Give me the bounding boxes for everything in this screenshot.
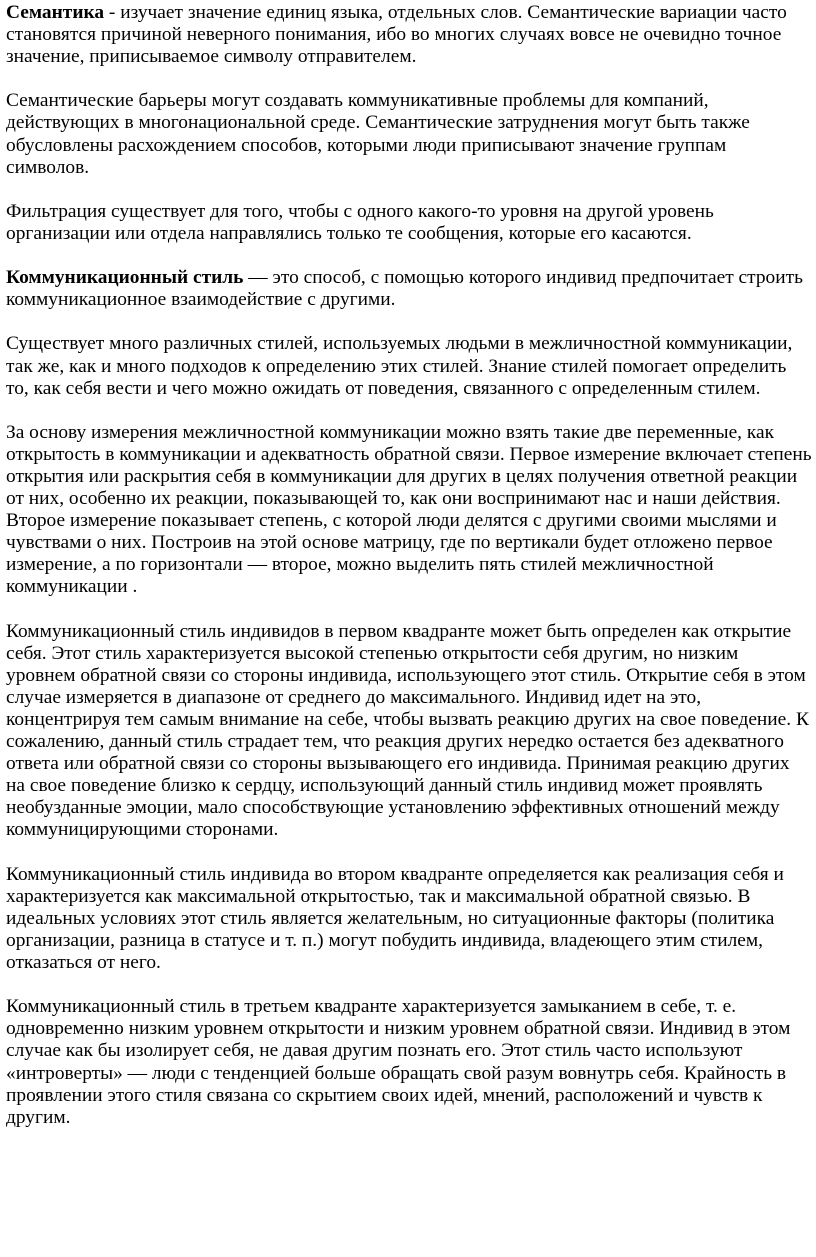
paragraph-second-quadrant (6, 864, 812, 974)
paragraph-text: За основу измерения межличностной коммуникации можно взять такие две переменные, как открытость в коммуникации и адекватность обратной связи. Первое измерение включает степень открытия или раскрытия себя в коммуникации для других в целях получения ответной реакции от них, особенно их реакции, показывающей то, как они воспринимают нас и наши действия. Второе измерение показывает степень, с которой люди делятся с другими своими мыслями и чувствами о них. Построив на этой основе матрицу, где по вертикали будет отложено первое измерение, а по горизонтали — второе, можно выделить пять стилей межличностной коммуникации . (6, 421, 812, 598)
paragraph-semantic-barriers (6, 90, 812, 178)
paragraph-text: Коммуникационный стиль индивида во втором квадранте определяется как реализация себя и характеризуется как максимальной открытостью, так и максимальной обратной связью. В идеальных условиях этот стиль является желательным, но ситуационные факторы (политика организации, разница в статусе и т. п.) могут побудить индивида, владеющего этим стилем, отказаться от него. (6, 863, 784, 974)
document-page (6, 2, 812, 1151)
paragraph-communication-style (6, 267, 812, 311)
paragraph-third-quadrant (6, 996, 812, 1129)
paragraph-text: Фильтрация существует для того, чтобы с одного какого-то уровня на другой уровень организации или отдела направлялись только те сообщения, которые его касаются. (6, 200, 714, 244)
term-semantics: Семантика (6, 2, 105, 23)
paragraph-text: — это способ, с помощью которого индивид предпочитает строить коммуникационное взаимодействие с другими. (6, 267, 803, 311)
paragraph-many-styles (6, 333, 812, 399)
paragraph-text: Коммуникационный стиль в третьем квадранте характеризуется замыканием в себе, т. е. одновременно низким уровнем открытости и низким уровнем обратной связи. Индивид в этом случае как бы изолирует себя, не давая другим познать его. Этот стиль часто используют «интроверты» — люди с тенденцией больше обращать свой разум вовнутрь себя. Крайность в проявлении этого стиля связана со скрытием своих идей, мнений, расположений и чувств к другим. (6, 996, 791, 1128)
paragraph-text: Коммуникационный стиль индивидов в первом квадранте может быть определен как открытие себя. Этот стиль характеризуется высокой степенью открытости себя другим, но низким уровнем обратной связи со стороны индивида, использующего этот стиль. Открытие себя в этом случае измеряется в диапазоне от среднего до максимального. Индивид идет на это, концентрируя тем самым внимание на себе, чтобы вызвать реакцию других на свое поведение. К сожалению, данный стиль страдает тем, что реакция других нередко остается без адекватного ответа или обратной связи со стороны вызывающего его индивида. Принимая реакцию других на свое поведение близко к сердцу, использующий данный стиль индивид может проявлять необузданные эмоции, мало способствующие установлению эффективных отношений между коммуницирующими сторонами. (6, 620, 809, 841)
paragraph-text: - изучает значение единиц языка, отдельных слов. Семантические вариации часто становятся причиной неверного понимания, ибо во многих случаях вовсе не очевидно точное значение, приписываемое символу отправителем. (6, 2, 787, 68)
paragraph-measurement (6, 422, 812, 599)
paragraph-filtering (6, 201, 812, 245)
term-communication-style: Коммуникационный стиль (6, 267, 244, 289)
paragraph-semantics (6, 2, 812, 68)
paragraph-first-quadrant (6, 621, 812, 842)
paragraph-text: Существует много различных стилей, используемых людьми в межличностной коммуникации, так же, как и много подходов к определению этих стилей. Знание стилей помогает определить то, как себя вести и чего можно ожидать от поведения, связанного с определенным стилем. (6, 333, 793, 399)
paragraph-text: Семантические барьеры могут создавать коммуникативные проблемы для компаний, действующих в многонациональной среде. Семантические затруднения могут быть также обусловлены расхождением способов, которыми люди приписывают значение группам символов. (6, 90, 750, 178)
